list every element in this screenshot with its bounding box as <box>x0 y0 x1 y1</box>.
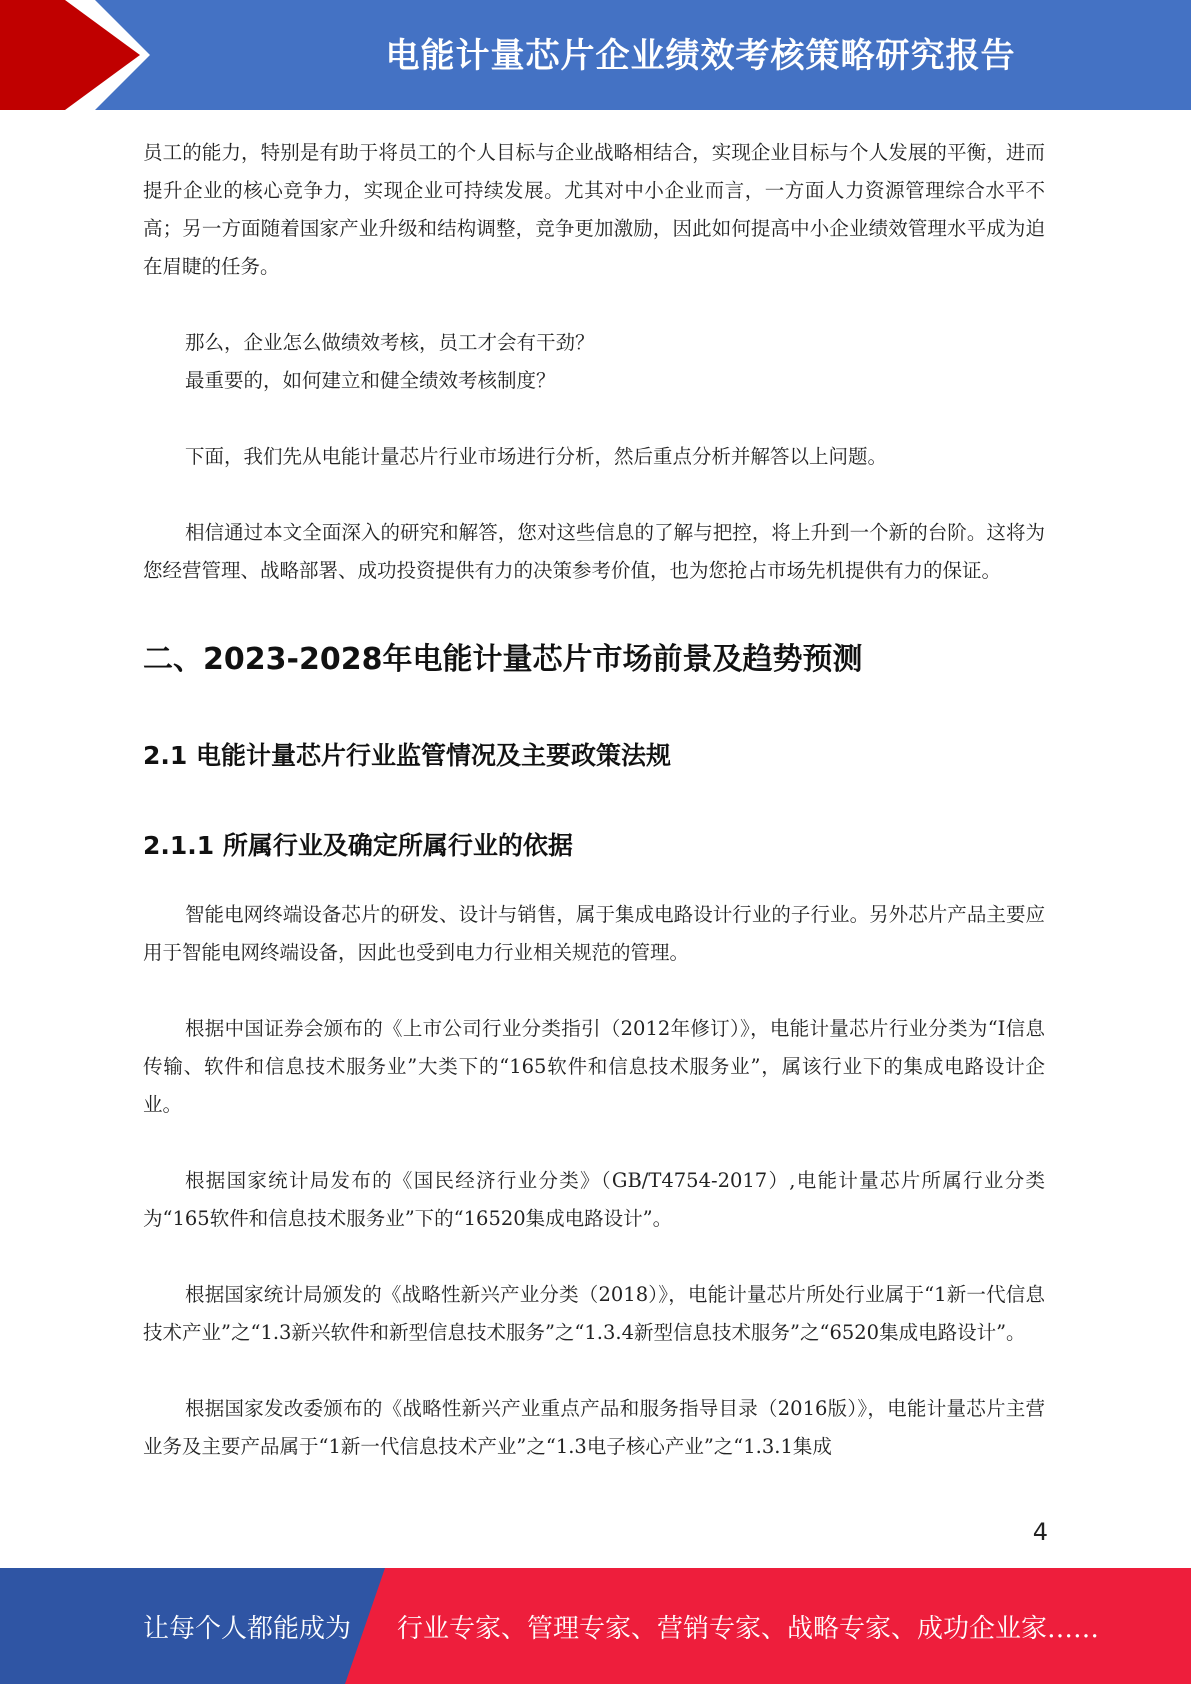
page-number: 4 <box>1032 1518 1048 1546</box>
header-chevron-arrow <box>0 0 140 110</box>
section-2-1-heading: 2.1 电能计量芯片行业监管情况及主要政策法规 <box>143 741 671 770</box>
page-header <box>0 0 1191 110</box>
document-body <box>143 134 1045 1466</box>
question-2: 最重要的，如何建立和健全绩效考核制度？ <box>185 369 556 392</box>
footer-slogan-left: 让每个人都能成为 <box>143 1614 352 1644</box>
question-1: 那么，企业怎么做绩效考核，员工才会有干劲？ <box>185 331 595 354</box>
report-title: 电能计量芯片企业绩效考核策略研究报告 <box>385 36 1016 76</box>
paragraph-analysis-intro: 下面，我们先从电能计量芯片行业市场进行分析，然后重点分析并解答以上问题。 <box>185 445 888 468</box>
paragraph-industry-scope: 智能电网终端设备芯片的研发、设计与销售，属于集成电路设计行业的子行业。另外芯片产品主要应用于智能电网终端设备，因此也受到电力行业相关规范的管理。 <box>143 903 1045 964</box>
paragraph-nbs-classification: 根据国家统计局发布的《国民经济行业分类》（GB/T4754-2017）,电能计量芯片所属行业分类为“165软件和信息技术服务业”下的“16520集成电路设计”。 <box>143 1169 1045 1230</box>
paragraph-ndrc-catalog: 根据国家发改委颁布的《战略性新兴产业重点产品和服务指导目录（2016版）》，电能计量芯片主营业务及主要产品属于“1新一代信息技术产业”之“1.3电子核心产业”之“1.3.1集成 <box>143 1397 1045 1458</box>
section-2-1-1-heading: 2.1.1 所属行业及确定所属行业的依据 <box>143 831 573 860</box>
page-footer <box>0 1568 1191 1684</box>
paragraph-csrc-classification: 根据中国证券会颁布的《上市公司行业分类指引（2012年修订）》，电能计量芯片行业分类为“I信息传输、软件和信息技术服务业”大类下的“165软件和信息技术服务业”，属该行业下的集成电路设计企业。 <box>143 1017 1045 1116</box>
paragraph-strategic-industry: 根据国家统计局颁发的《战略性新兴产业分类（2018）》，电能计量芯片所处行业属于“1新一代信息技术产业”之“1.3新兴软件和新型信息技术服务”之“1.3.4新型信息技术服务”之“6520集成电路设计”。 <box>143 1283 1045 1344</box>
footer-slogan-right: 行业专家、管理专家、营销专家、战略专家、成功企业家…… <box>397 1614 1100 1644</box>
section-2-heading: 二、2023-2028年电能计量芯片市场前景及趋势预测 <box>143 642 863 677</box>
paragraph-value-statement: 相信通过本文全面深入的研究和解答，您对这些信息的了解与把控，将上升到一个新的台阶。这将为您经营管理、战略部署、成功投资提供有力的决策参考价值，也为您抢占市场先机提供有力的保证。 <box>143 521 1045 582</box>
paragraph-intro-continued: 员工的能力，特别是有助于将员工的个人目标与企业战略相结合，实现企业目标与个人发展的平衡，进而提升企业的核心竞争力，实现企业可持续发展。尤其对中小企业而言，一方面人力资源管理综合水平不高；另一方面随着国家产业升级和结构调整，竞争更加激励，因此如何提高中小企业绩效管理水平成为迫在眉睫的任务。 <box>143 141 1045 278</box>
